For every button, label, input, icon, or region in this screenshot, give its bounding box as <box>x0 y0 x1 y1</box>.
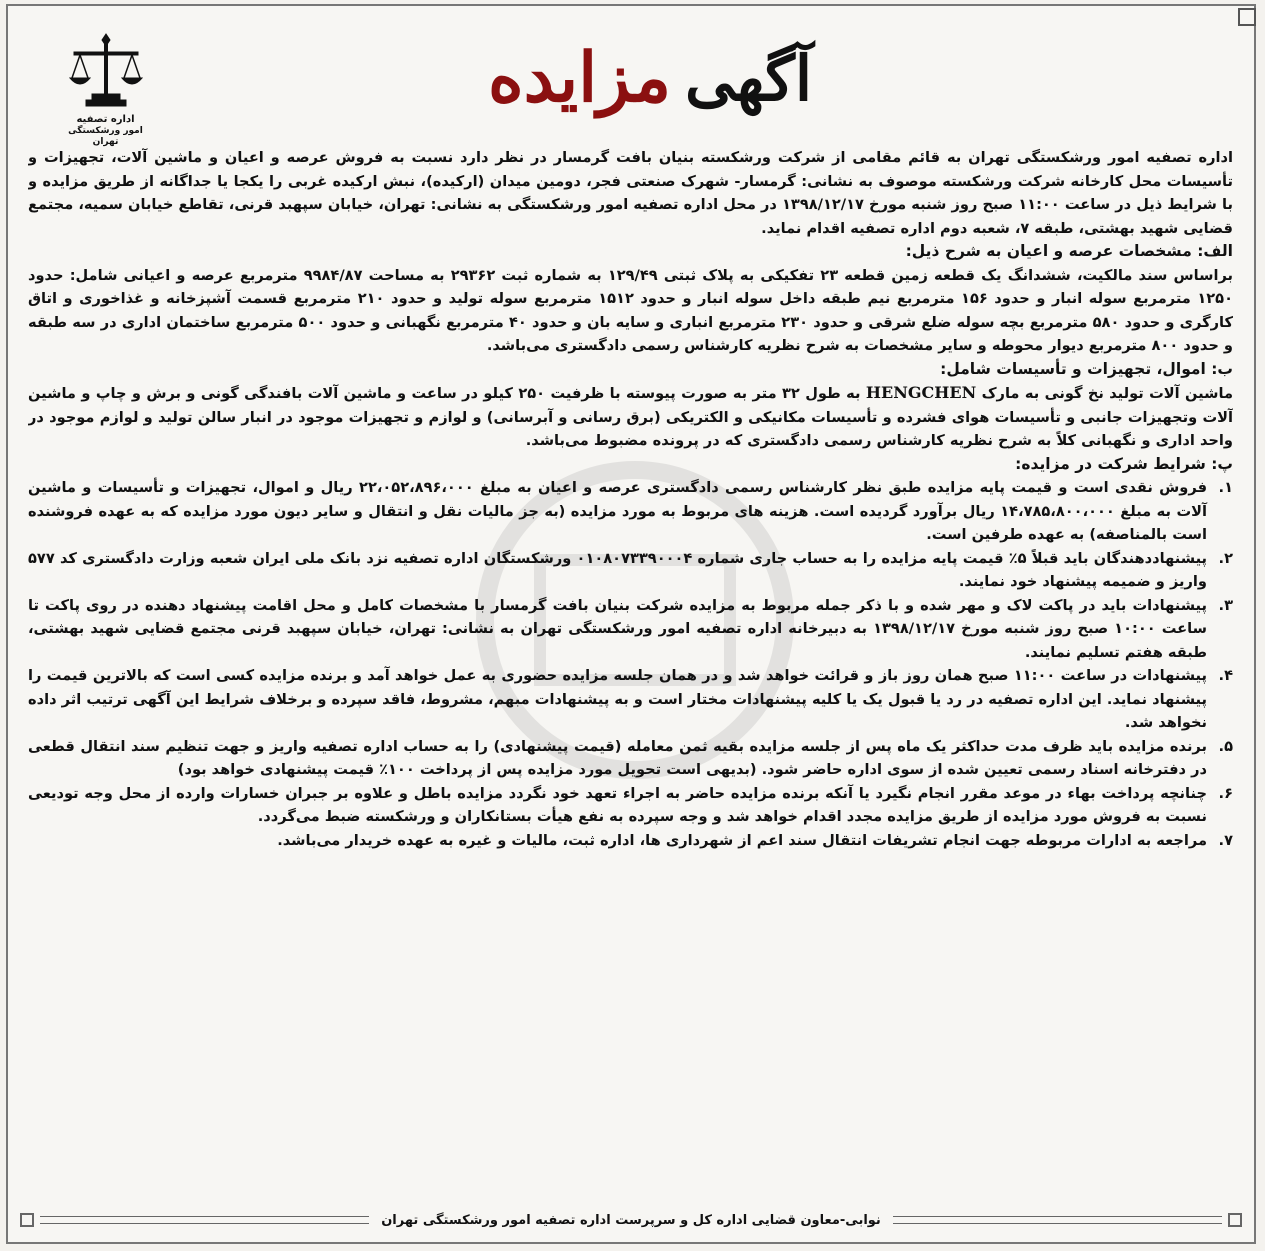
section-a-heading: الف: مشخصات عرصه و اعیان به شرح ذیل: <box>905 242 1233 260</box>
section-b-text-before: ماشین آلات تولید نخ گونی به مارک <box>976 385 1233 402</box>
condition-text: چنانچه پرداخت بهاء در موعد مقرر انجام نگیرد یا آنکه برنده مزایده حاضر به اجراء تعهد خود نگردد مزایده باطل و علاوه بر جبران خسارات وارده از محل وجه تودیعی نسبت به فروش مورد مزایده از طریق مزایده مجدد اقدام خواهد شد و وجه سپرده به نفع هیأت بستانکاران و ورشکسته ضبط می‌گردد. <box>28 784 1207 825</box>
condition-number: ۵. <box>1218 737 1233 755</box>
section-p-heading: پ: شرایط شرکت در مزایده: <box>1015 454 1233 473</box>
logo-line-2: امور ورشکستگی تهران <box>68 126 143 147</box>
condition-item <box>28 735 1233 782</box>
section-b-heading: ب: اموال، تجهیزات و تأسیسات شامل: <box>940 359 1233 378</box>
condition-item <box>28 664 1233 735</box>
condition-number: ۱. <box>1218 479 1233 496</box>
condition-text: پیشنهاددهندگان باید قبلاً ۵٪ قیمت پایه مزایده را به حساب جاری شماره ۰۱۰۸۰۷۳۳۹۰۰۰۴ ورشکستگان اداره تصفیه نزد بانک ملی ایران شعبه وزارت دادگستری کد ۵۷۷ واریز و ضمیمه پیشنهاد خود نمایند. <box>28 549 1207 590</box>
notice-body <box>28 146 1233 1186</box>
condition-number: ۳. <box>1218 596 1233 614</box>
condition-text: فروش نقدی است و قیمت پایه مزایده طبق نظر کارشناس رسمی دادگستری عرصه و اعیان به مبلغ ۲۲،۰۵۲،۸۹۶،۰۰۰ ریال و اموال، تجهیزات و تأسیسات و ماشین آلات به مبلغ ۱۴،۷۸۵،۸۰۰،۰۰۰ ریال برآورد گردیده است. هزینه های مربوط به مورد مزایده (به جز مالیات نقل و انتقال و سایر دیون مورد مزایده که به عهده فروشنده است بالمناصفه) به عهده طرفین است. <box>28 479 1207 543</box>
section-b-paragraph <box>28 381 1233 453</box>
brand-name: HENGCHEN <box>865 383 977 402</box>
section-a-text: براساس سند مالکیت، ششدانگ یک قطعه زمین قطعه ۲۳ تفکیکی به پلاک ثبتی ۱۲۹/۴۹ به شماره ثبت ۲۹۳۶۲ به مساحت ۹۹۸۴/۸۷ مترمربع عرصه و اعیانی شامل: حدود ۱۲۵۰ مترمربع سوله انبار و حدود ۱۵۶ مترمربع نیم طبقه داخل سوله انبار و حدود ۱۵۱۲ مترمربع سوله تولید و حدود ۲۱۰ مترمربع قسمت آشپزخانه و غذاخوری و اتاق کارگری و حدود ۵۸۰ مترمربع بچه سوله ضلع شرقی و حدود ۲۳۰ مترمربع انباری و سایه بان و حدود ۴۰ مترمربع نگهبانی و حدود ۵۰۰ مترمربع ساختمان اداری در سه طبقه و حدود ۸۰۰ مترمربع دیوار محوطه و سایر مشخصات به شرح نظریه کارشناس رسمی دادگستری می‌باشد. <box>28 266 1233 354</box>
condition-item <box>28 782 1233 829</box>
intro-text: به قائم مقامی از شرکت ورشکسته بنیان بافت گرمسار در نظر دارد نسبت به فروش عرصه و اعیان و ماشین آلات، تجهیزات و تأسیسات محل کارخانه شرکت ورشکسته موصوف به نشانی: گرمسار- شهرک صنعتی فجر، دومین میدان (ارکیده)، نبش ارکیده غربی را یکجا یا جداگانه از طریق مزایده و با شرایط ذیل در ساعت ۱۱:۰۰ صبح روز شنبه مورخ ۱۳۹۸/۱۲/۱۷ در محل اداره تصفیه امور ورشکستگی به نشانی: تهران، خیابان سپهبد قرنی، تقاطع خیابان سمیه، مجتمع قضایی شهید بهشتی، طبقه ۷، شعبه دوم اداره تصفیه اقدام نماید. <box>28 149 1233 237</box>
footer-right-square-icon <box>1228 1213 1242 1227</box>
footer-rule <box>893 1216 1222 1224</box>
intro-paragraph <box>28 146 1233 240</box>
condition-text: برنده مزایده باید ظرف مدت حداکثر یک ماه پس از جلسه مزایده بقیه ثمن معامله (قیمت پیشنهادی) را به حساب اداره تصفیه واریز و جهت تنظیم سند انتقال قطعی در دفترخانه اسناد رسمی تعیین شده از سوی اداره حاضر شود. (بدیهی است تحویل مورد مزایده پس از پرداخت ۱۰۰٪ قیمت پیشنهادی خواهد بود) <box>28 737 1207 778</box>
condition-item <box>28 829 1233 853</box>
title-word-auction: مزایده <box>487 38 672 118</box>
condition-number: ۲. <box>1218 549 1233 567</box>
condition-number: ۷. <box>1218 831 1233 849</box>
section-b-text-after: به طول ۳۲ متر به صورت پیوسته با ظرفیت ۲۵۰ کیلو در ساعت و ماشین آلات بافندگی گونی و برش و چاپ و ماشین آلات وتجهیزات جانبی و تأسیسات هوای فشرده و تأسیسات مکانیکی و الکتریکی (برق رسانی و آبرسانی) و لوازم و تجهیزات موجود در انبار سالن تولید و لوازم موجود در واحد اداری و نگهبانی کلاً به شرح نظریه کارشناس رسمی دادگستری که در پرونده مضبوط می‌باشد. <box>28 385 1233 449</box>
condition-item <box>28 476 1233 547</box>
condition-text: پیشنهادات در ساعت ۱۱:۰۰ صبح همان روز باز و قرائت خواهد شد و در همان جلسه مزایده حضوری به عمل خواهد آمد و برنده مزایده کسی است که بالاترین قیمت را پیشنهاد نماید. این اداره تصفیه در رد یا قبول یک یا کلیه پیشنهادات مختار است و به پیشنهادات مبهم، مشروط، فاقد سپرده و برخلاف شرایط این آگهی ترتیب اثر داده نخواهد شد. <box>28 667 1207 731</box>
footer-rule <box>40 1216 369 1224</box>
condition-number: ۴. <box>1218 667 1233 684</box>
footer-signature: نوابی-معاون قضایی اداره کل و سرپرست اداره تصفیه امور ورشکستگی تهران <box>381 1212 881 1228</box>
intro-org-name: اداره تصفیه امور ورشکستگی تهران <box>968 149 1233 166</box>
scales-emblem-icon <box>66 30 146 112</box>
corner-mark <box>1238 8 1256 26</box>
condition-item <box>28 594 1233 665</box>
judiciary-emblem-logo <box>58 30 153 147</box>
footer-signature-bar <box>20 1206 1242 1234</box>
condition-item <box>28 547 1233 594</box>
logo-line-1: اداره تصفیه <box>76 114 135 125</box>
title-word-notice: آگهی <box>685 41 813 115</box>
footer-left-square-icon <box>20 1213 34 1227</box>
conditions-list <box>28 476 1233 852</box>
condition-text: پیشنهادات باید در پاکت لاک و مهر شده و با ذکر جمله مربوط به مزایده شرکت بنیان بافت گرمسار با مشخصات کامل و محل اقامت پیشنهاد دهنده در روی پاکت تا ساعت ۱۰:۰۰ صبح روز شنبه مورخ ۱۳۹۸/۱۲/۱۷ به دبیرخانه اداره تصفیه امور ورشکستگی تهران به نشانی: تهران، خیابان سپهبد قرنی مجتمع قضایی شهید بهشتی، طبقه هفتم تسلیم نمایند. <box>28 596 1207 661</box>
condition-number: ۶. <box>1218 784 1233 802</box>
condition-text: مراجعه به ادارات مربوطه جهت انجام تشریفات انتقال سند اعم از شهرداری ها، اداره ثبت، مالیات و غیره به عهده خریدار می‌باشد. <box>277 831 1207 849</box>
notice-title <box>470 28 830 128</box>
